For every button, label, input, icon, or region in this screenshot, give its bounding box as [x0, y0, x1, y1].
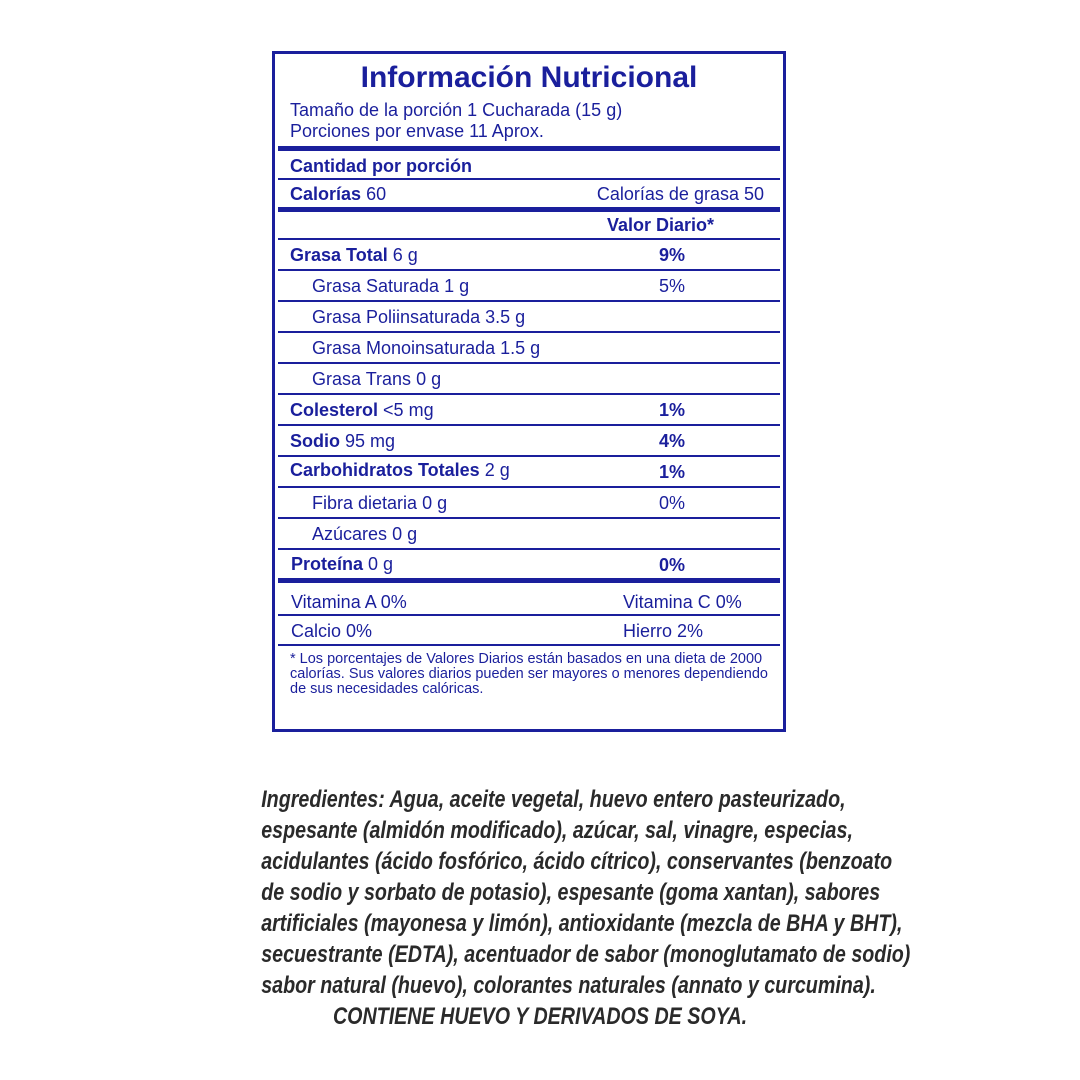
divider — [278, 300, 780, 302]
nutrient-name: Azúcares — [312, 524, 388, 544]
nutrient-row-monounsaturated-fat — [312, 338, 540, 358]
nutrient-amount: 1 g — [444, 276, 470, 296]
nutrient-name: Colesterol — [290, 400, 379, 420]
nutrient-dv: 1% — [659, 400, 686, 420]
calcium: Calcio 0% — [291, 621, 373, 641]
ingredients-line: acidulantes (ácido fosfórico, ácido cítrico), conservantes (benzoato — [261, 848, 893, 875]
nutrient-amount: 95 mg — [345, 431, 396, 451]
nutrient-name: Grasa Monoinsaturada — [312, 338, 496, 358]
iron: Hierro 2% — [623, 621, 704, 641]
nutrient-dv: 0% — [659, 493, 686, 513]
nutrient-amount: 0 g — [392, 524, 418, 544]
nutrient-row-total-fat — [290, 245, 418, 265]
vitamin-a: Vitamina A 0% — [291, 592, 407, 612]
ingredients-line: espesante (almidón modificado), azúcar, sal, vinagre, especias, — [261, 817, 853, 844]
nutrient-row-sodium — [290, 431, 395, 451]
nutrient-amount: 0 g — [422, 493, 448, 513]
nutrient-dv: 1% — [659, 462, 686, 482]
servings-per-container: Porciones por envase 11 Aprox. — [290, 121, 544, 141]
divider-thick — [278, 207, 780, 212]
divider — [278, 269, 780, 271]
nutrient-row-polyunsaturated-fat — [312, 307, 525, 327]
nutrient-row-protein — [291, 554, 393, 574]
serving-size: Tamaño de la porción 1 Cucharada (15 g) — [290, 100, 623, 120]
ingredients-line: secuestrante (EDTA), acentuador de sabor (monoglutamato de sodio) — [261, 941, 911, 968]
nutrition-facts-label — [272, 51, 786, 732]
nutrient-name: Grasa Total — [290, 245, 388, 265]
nutrient-row-dietary-fiber — [312, 493, 447, 513]
nutrient-name: Sodio — [290, 431, 340, 451]
label-title: Información Nutricional — [360, 61, 698, 94]
daily-value-header: Valor Diario* — [607, 215, 715, 235]
nutrient-name: Proteína — [291, 554, 364, 574]
divider — [278, 178, 780, 180]
nutrient-amount: <5 mg — [383, 400, 434, 420]
nutrient-amount: 0 g — [416, 369, 442, 389]
calories-value: 60 — [366, 184, 387, 204]
nutrient-dv: 9% — [659, 245, 686, 265]
nutrient-dv: 4% — [659, 431, 686, 451]
nutrient-name: Grasa Poliinsaturada — [312, 307, 481, 327]
ingredients-line: sabor natural (huevo), colorantes naturales (annato y curcumina). — [261, 972, 876, 999]
divider — [278, 393, 780, 395]
divider — [278, 548, 780, 550]
divider — [278, 486, 780, 488]
ingredients-text — [261, 784, 911, 1032]
divider — [278, 455, 780, 457]
nutrient-row-saturated-fat — [312, 276, 469, 296]
nutrient-row-sugars — [312, 524, 417, 544]
allergen-warning: CONTIENE HUEVO Y DERIVADOS DE SOYA. — [332, 1003, 748, 1030]
divider — [278, 424, 780, 426]
nutrient-row-trans-fat — [312, 369, 441, 389]
divider — [278, 331, 780, 333]
calories-row — [290, 184, 386, 204]
divider — [278, 644, 780, 646]
nutrient-name: Grasa Trans — [312, 369, 412, 389]
nutrient-amount: 6 g — [392, 245, 418, 265]
divider-thick — [278, 578, 780, 583]
divider — [278, 614, 780, 616]
footnote: * Los porcentajes de Valores Diarios están basados en una dieta de 2000 calorías. Sus valores diarios pueden ser mayores o menores dependiendo de sus necesidades calóricas. — [290, 651, 768, 697]
nutrient-amount: 1.5 g — [500, 338, 541, 358]
divider-thick — [278, 146, 780, 151]
ingredients-line: artificiales (mayonesa y limón), antioxidante (mezcla de BHA y BHT), — [261, 910, 903, 937]
divider — [278, 517, 780, 519]
nutrient-row-cholesterol — [290, 400, 434, 420]
nutrient-amount: 3.5 g — [485, 307, 526, 327]
amount-per-serving: Cantidad por porción — [290, 156, 472, 176]
nutrient-amount: 0 g — [368, 554, 394, 574]
vitamin-c: Vitamina C 0% — [623, 592, 742, 612]
divider — [278, 238, 780, 240]
nutrient-row-total-carbohydrates — [290, 460, 510, 480]
nutrient-name: Fibra dietaria — [312, 493, 418, 513]
nutrient-dv: 0% — [659, 555, 686, 575]
nutrient-name: Grasa Saturada — [312, 276, 440, 296]
calories-label: Calorías — [290, 184, 362, 204]
divider — [278, 362, 780, 364]
nutrient-amount: 2 g — [484, 460, 510, 480]
calories-from-fat: Calorías de grasa 50 — [596, 184, 764, 204]
nutrient-name: Carbohidratos Totales — [290, 460, 480, 480]
ingredients-line: Ingredientes: Agua, aceite vegetal, huevo entero pasteurizado, — [261, 786, 846, 813]
nutrient-dv: 5% — [659, 276, 686, 296]
ingredients-line: de sodio y sorbato de potasio), espesante (goma xantan), sabores — [261, 879, 881, 906]
